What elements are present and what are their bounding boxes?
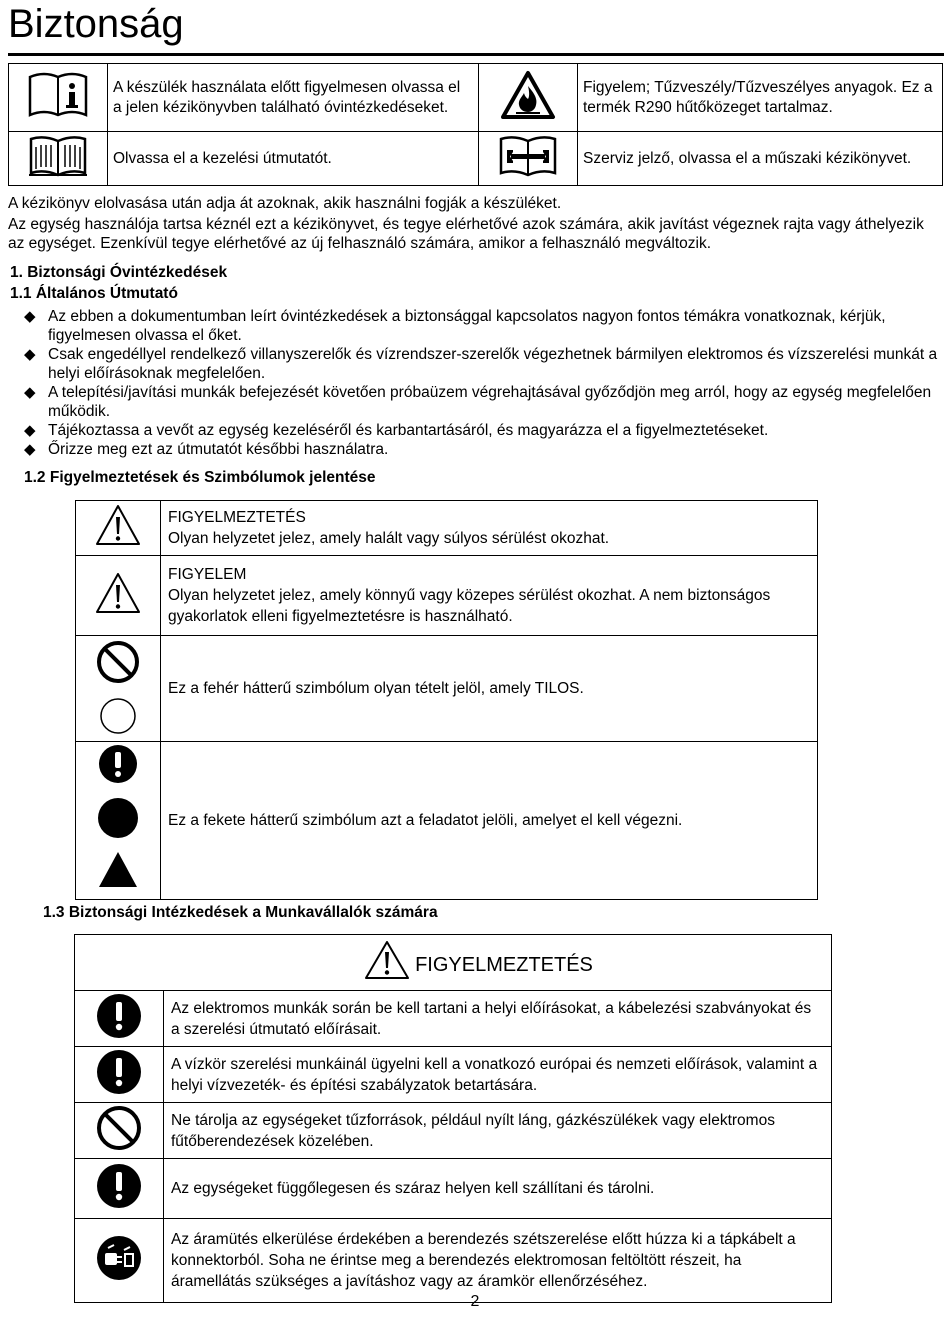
bullet-icon: ◆ [24,384,36,401]
caution-triangle-icon [76,556,161,636]
unplug-icon [75,1219,164,1303]
open-book-icon [9,132,108,186]
bullet-item: ◆ A telepítési/javítási munkák befejezését követően próbaüzem végrehajtásával győződjön meg arról, hogy az egység megfelelően működik. [24,384,932,420]
water-circuit-rules-text: A vízkör szerelési munkáinál ügyelni kell a vonatkozó európai és nemzeti előírások, valamint a helyi vízvezeték- és építési szabályzatok betartására. [164,1047,832,1103]
intro-paragraph-1: A kézikönyv elolvasása után adja át azoknak, akik használni fogják a készüléket. [8,195,562,212]
bullet-icon: ◆ [24,422,36,439]
mandatory-icon [93,744,143,892]
info-manual-icon [9,64,108,132]
bullet-item: ◆ Őrizze meg ezt az útmutatót későbbi használatra. [24,441,389,458]
prohibited-icon [75,1103,164,1159]
bullet-icon: ◆ [24,346,36,363]
prohibited-icon [93,638,143,734]
bullet-item: ◆ Csak engedéllyel rendelkező villanyszerelők és vízrendszer-szerelők végezhetnek bármilyen elektromos és vízszerelési munkát a helyi előírásoknak megfelelően. [24,346,938,382]
read-manual-text: Olvassa el a kezelési útmutatót. [108,132,479,186]
warning-triangle-icon [76,501,161,556]
wrench-manual-icon [479,132,578,186]
electric-shock-text: Az áramütés elkerülése érdekében a berendezés szétszerelése előtt húzza ki a tápkábelt a konnektorból. Soha ne érintse meg a berendezés elektromosan feltöltött részeit, ha áramellátás szükséges a javításhoz vagy az áramkör ellenőrzéséhez. [164,1219,832,1303]
transport-storage-text: Az egységeket függőlegesen és száraz helyen kell szállítani és tárolni. [164,1159,832,1219]
warning-description: Olyan helyzetet jelez, amely halált vagy súlyos sérülést okozhat. [168,530,610,547]
caution-description: Olyan helyzetet jelez, amely könnyű vagy közepes sérülést okozhat. A nem biztonságos gyakorlatok elleni figyelmeztetésre is használható. [168,587,771,625]
section-1-2-heading: 1.2 Figyelmeztetések és Szimbólumok jelentése [24,469,376,486]
section-1-3-heading: 1.3 Biztonsági Intézkedések a Munkavállalók számára [43,904,438,921]
bullet-icon: ◆ [24,441,36,458]
warning-triangle-icon [363,939,411,981]
caution-title: FIGYELEM [168,566,247,583]
manual-symbols-table [8,63,943,186]
section-1-1-heading: 1.1 Általános Útmutató [10,285,178,302]
mandatory-icon [75,1047,164,1103]
warning-title: FIGYELMEZTETÉS [168,509,306,526]
bullet-icon: ◆ [24,308,36,325]
mandatory-icon [75,1159,164,1219]
fire-source-storage-text: Ne tárolja az egységeket tűzforrások, például nyílt láng, gázkészülékek vagy elektromos fűtőberendezések közelében. [164,1103,832,1159]
mandatory-description: Ez a fekete hátterű szimbólum azt a feladatot jelöli, amelyet el kell végezni. [161,742,818,900]
flammable-text: Figyelem; Tűzveszély/Tűzveszélyes anyagok. Ez a termék R290 hűtőközeget tartalmaz. [578,64,943,132]
title-rule [8,53,944,56]
workers-table-header: FIGYELMEZTETÉS [415,954,593,976]
workers-safety-table [74,934,832,1303]
page-number: 2 [470,1293,480,1310]
section-1-heading: 1. Biztonsági Óvintézkedések [10,264,228,281]
bullet-item: ◆ Tájékoztassa a vevőt az egység kezeléséről és karbantartásáról, és magyarázza el a figyelmeztetéseket. [24,422,769,439]
symbols-meaning-table [75,500,818,900]
bullet-item: ◆ Az ebben a dokumentumban leírt óvintézkedések a biztonsággal kapcsolatos nagyon fontos témákra vonatkoznak, kérjük, figyelmesen olvassa el őket. [24,308,886,344]
prohibited-description: Ez a fehér hátterű szimbólum olyan tételt jelöl, amely TILOS. [161,636,818,742]
mandatory-icon [75,991,164,1047]
read-precautions-text: A készülék használata előtt figyelmesen olvassa el a jelen kézikönyvben található óvintézkedéseket. [108,64,479,132]
flammable-warning-icon [479,64,578,132]
page-title: Biztonság [8,2,184,46]
electrical-rules-text: Az elektromos munkák során be kell tartani a helyi előírásokat, a kábelezési szabványokat és a szerelési útmutató előírásait. [164,991,832,1047]
service-text: Szerviz jelző, olvassa el a műszaki kézikönyvet. [578,132,943,186]
intro-paragraph-2: Az egység használója tartsa kéznél ezt a kézikönyvet, és tegye elérhetővé azok számára, akik javítást végeznek rajta vagy áthelyezik az egységet. Ezenkívül tegye elérhetővé az új felhasználó számára, amikor a felhasználó megváltozik. [8,216,924,252]
